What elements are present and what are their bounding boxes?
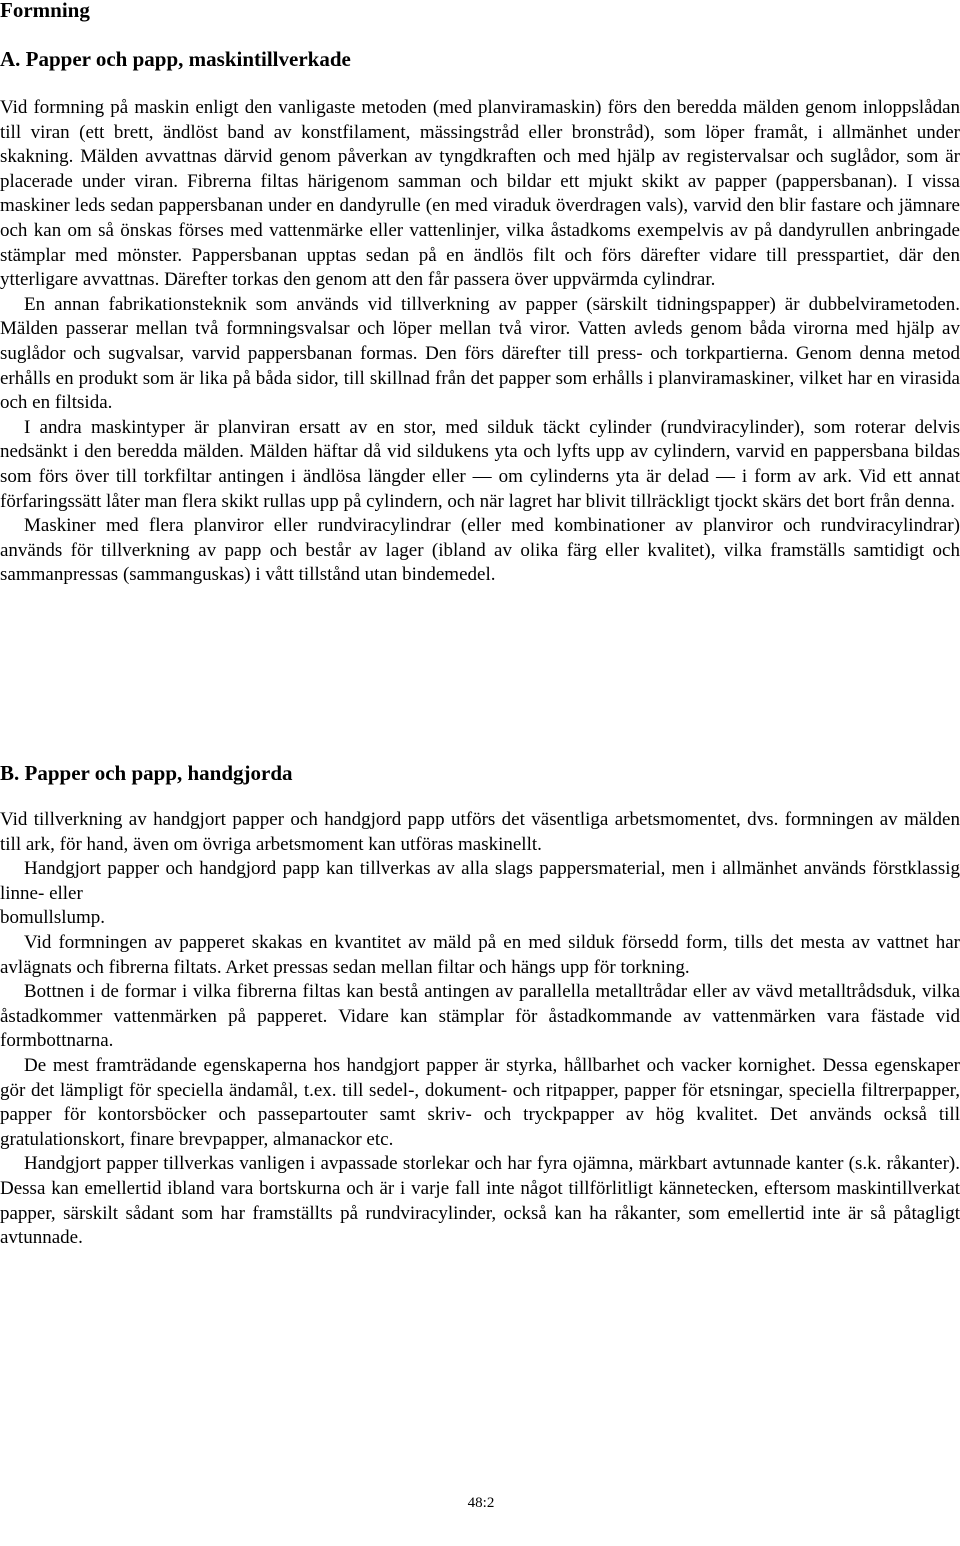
section-a-paragraph-1: Vid formning på maskin enligt den vanligaste metoden (med planviramaskin) förs den beredda mälden genom inloppslådan till viran (ett brett, ändlöst band av konstfilament, mässingstråd eller bronstråd), som löper framåt, i allmänhet under skakning. Mälden avvattnas därvid genom påverkan av tyngdkraften och med hjälp av registervalsar och suglådor, som är placerade under viran. Fibrerna filtas härigenom samman och bildar ett mjukt skikt av papper (pappersbanan). I vissa maskiner leds sedan pappersbanan under en dandyrulle (en med viraduk överdragen vals), varvid den blir fastare och jämnare och kan om så önskas förses med vattenmärke eller vattenlinjer, vilka åstadkoms exempelvis av på dandyrullen anbringade stämplar med mönster. Pappersbanan upptas sedan på en ändlös filt och förs därefter vidare till presspartiet, där den ytterligare avvattnas. Därefter torkas den genom att den får passera över uppvärmda cylindrar. [0, 97, 960, 291]
section-a-heading: A. Papper och papp, maskintillverkade [0, 47, 351, 71]
section-b-paragraph-2-continued: bomullslump. [0, 907, 106, 929]
section-b-paragraph-2: Handgjort papper och handgjord papp kan tillverkas av alla slags pappersmaterial, men i allmänhet används förstklassig linne- eller [0, 858, 960, 904]
section-b-body [0, 808, 960, 1251]
section-b-paragraph-4: Bottnen i de formar i vilka fibrerna filtas kan bestå antingen av parallella metalltrådar eller av vävd metalltrådsduk, vilka åstadkommer vattenmärken på papperet. Vidare kan stämplar för åstadkommande av vattenmärken vara fästade vid formbottnarna. [0, 981, 960, 1052]
section-a-paragraph-4: Maskiner med flera planviror eller rundviracylindrar (eller med kombinationer av planviror och rundviracylindrar) används för tillverkning av papp och består av lager (ibland av olika färg eller kvalitet), vilka framställs samtidigt och sammanpressas (sammanguskas) i vått tillstånd utan bindemedel. [0, 515, 960, 586]
page-number: 48:2 [467, 1495, 495, 1511]
section-b-paragraph-5: De mest framträdande egenskaperna hos handgjort papper är styrka, hållbarhet och vacker kornighet. Dessa egenskaper gör det lämpligt för speciella ändamål, t.ex. till sedel-, dokument- och ritpapper, papper för etsningar, speciella filtrerpapper, papper för kontorsböcker och passepartouter samt skriv- och tryckpapper av hög kvalitet. Det används också till gratulationskort, finare brevpapper, almanackor etc. [0, 1054, 960, 1150]
section-a-paragraph-2: En annan fabrikationsteknik som används vid tillverkning av papper (särskilt tidningspapper) är dubbelvirametoden. Mälden passerar mellan två formningsvalsar och löper mellan två viror. Vatten avleds genom båda virorna med hjälp av suglådor och sugvalsar, varvid pappersbanan formas. Den förs därefter till press- och torkpartierna. Genom denna metod erhålls en produkt som är lika på båda sidor, till skillnad från det papper som erhålls i planviramaskiner, vilket har en virasida och en filtsida. [0, 293, 960, 414]
section-b-paragraph-1: Vid tillverkning av handgjort papper och handgjord papp utförs det väsentliga arbetsmomentet, dvs. formningen av mälden till ark, för hand, även om övriga arbetsmoment kan utföras maskinellt. [0, 809, 960, 855]
section-a-paragraph-3: I andra maskintyper är planviran ersatt av en stor, med silduk täckt cylinder (rundviracylinder), som roterar delvis nedsänkt i den beredda mälden. Mälden häftar då vid sildukens yta och lyfts upp av cylindern, varvid en pappersbana bildas som förs över till torkfiltar antingen i ändlösa längder eller — om cylinderns yta är delad — i form av ark. Vid ett annat förfaringssätt låter man flera skikt rullas upp på cylindern, och när lagret har blivit tillräckligt tjockt skärs det bort från denna. [0, 416, 960, 512]
section-b-paragraph-6: Handgjort papper tillverkas vanligen i avpassade storlekar och har fyra ojämna, märkbart avtunnade kanter (s.k. råkanter). Dessa kan emellertid ibland vara bortskurna och är i varje fall inte något tillförlitligt kännetecken, eftersom maskintillverkat papper, särskilt sådant som har framställts på rundviracylinder, också kan ha råkanter, som emellertid inte är så påtagligt avtunnade. [0, 1153, 960, 1249]
section-b-heading: B. Papper och papp, handgjorda [0, 761, 293, 785]
page-title: Formning [0, 0, 90, 22]
section-a-body [0, 96, 960, 588]
page-footer [0, 1494, 960, 1512]
section-b-paragraph-3: Vid formningen av papperet skakas en kvantitet av mäld på en med silduk försedd form, tills det mesta av vattnet har avlägnats och fibrerna filtats. Arket pressas sedan mellan filtar och hängs upp för torkning. [0, 931, 960, 978]
